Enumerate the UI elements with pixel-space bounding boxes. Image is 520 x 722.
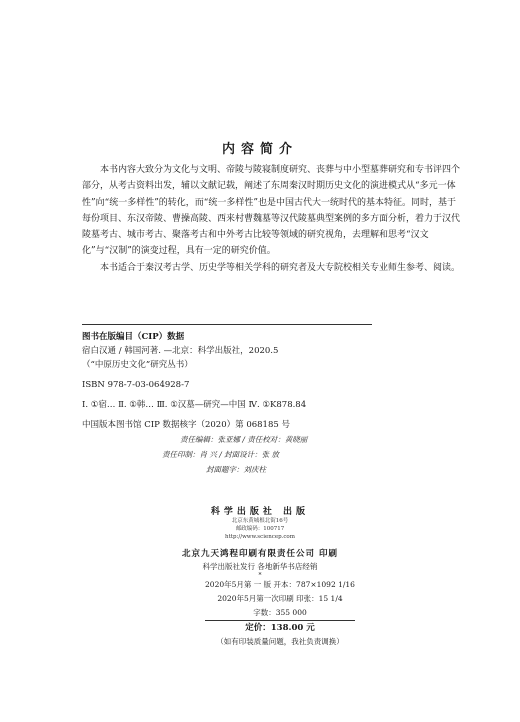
staff-row-1: 责任编辑：张亚娜 / 责任校对：黄晓丽 [180,435,308,444]
publisher-website: http://www.sciencep.com [225,534,295,540]
separator-star: * [258,572,262,579]
publisher-block [0,504,520,580]
spec-edition: 2020年5月第 一 版 开本：787×1092 1/16 [205,580,355,589]
spec-wordcount: 字数：355 000 [253,608,307,617]
cip-divider [82,324,372,325]
intro-paragraph-1: 本书内容大致分为文化与文明、帝陵与陵寝制度研究、丧葬与中小型墓葬研究和专书评四个部分，从考古资料出发，辅以文献记载，阐述了东周秦汉时期历史文化的演进模式从“多元一体性”向“统一多样性”的转化，而“统一多样性”也是中国古代大一统时代的基本特征。同时，基于每份项目、东汉帝陵、曹操高陵、西来村曹魏墓等汉代陵墓典型案例的多方面分析，着力于汉代陵墓考古、城市考古、聚落考古和中外考古比较等领域的研究视角，去理解和思考“汉文化”与“汉制”的演变过程，具有一定的研究价值。 [82,165,461,257]
intro-paragraph-2: 本书适合于秦汉考古学、历史学等相关学科的研究者及大专院校相关专业师生参考、阅读。 [100,262,461,273]
cip-classification: Ⅰ. ①宿… Ⅱ. ①韩… Ⅲ. ①汉墓—研究—中国 Ⅳ. ①K878.84 [82,400,307,410]
printer-name: 北京九天鸿程印刷有限责任公司 印刷 [182,549,338,559]
cip-line-1: 宿白汉通 / 韩国河著. —北京：科学出版社，2020.5 [82,346,279,356]
staff-row-2: 责任印制：肖 兴 / 封面设计：张 放 [162,450,280,459]
staff-row-3: 封面题字：刘庆柱 [206,465,266,474]
cip-header: 图书在版编目（CIP）数据 [82,332,185,342]
spec-notice: （如有印装质量问题，我社负责调换） [216,637,344,646]
section-title: 内容简介 [221,142,298,157]
cip-block [82,330,382,432]
intro-text [82,162,460,276]
publisher-postcode: 邮政编码：100717 [235,526,285,532]
cip-isbn: ISBN 978-7-03-064928-7 [82,380,190,390]
cip-line-2: （“中原历史文化”研究丛书） [82,360,193,370]
publisher-address: 北京东黄城根北街16号 [231,518,289,524]
spec-printing: 2020年5月第一次印刷 印张：15 1/4 [217,594,343,603]
spec-price: 定价：138.00 元 [245,623,315,633]
staff-credits [162,432,430,477]
publisher-name: 科学出版社 出版 [210,507,310,517]
cip-record: 中国版本图书馆 CIP 数据核字（2020）第 068185 号 [82,420,290,430]
specs-block [170,578,390,649]
distributor: 科学出版社发行 各地新华书店经销 [202,562,318,571]
